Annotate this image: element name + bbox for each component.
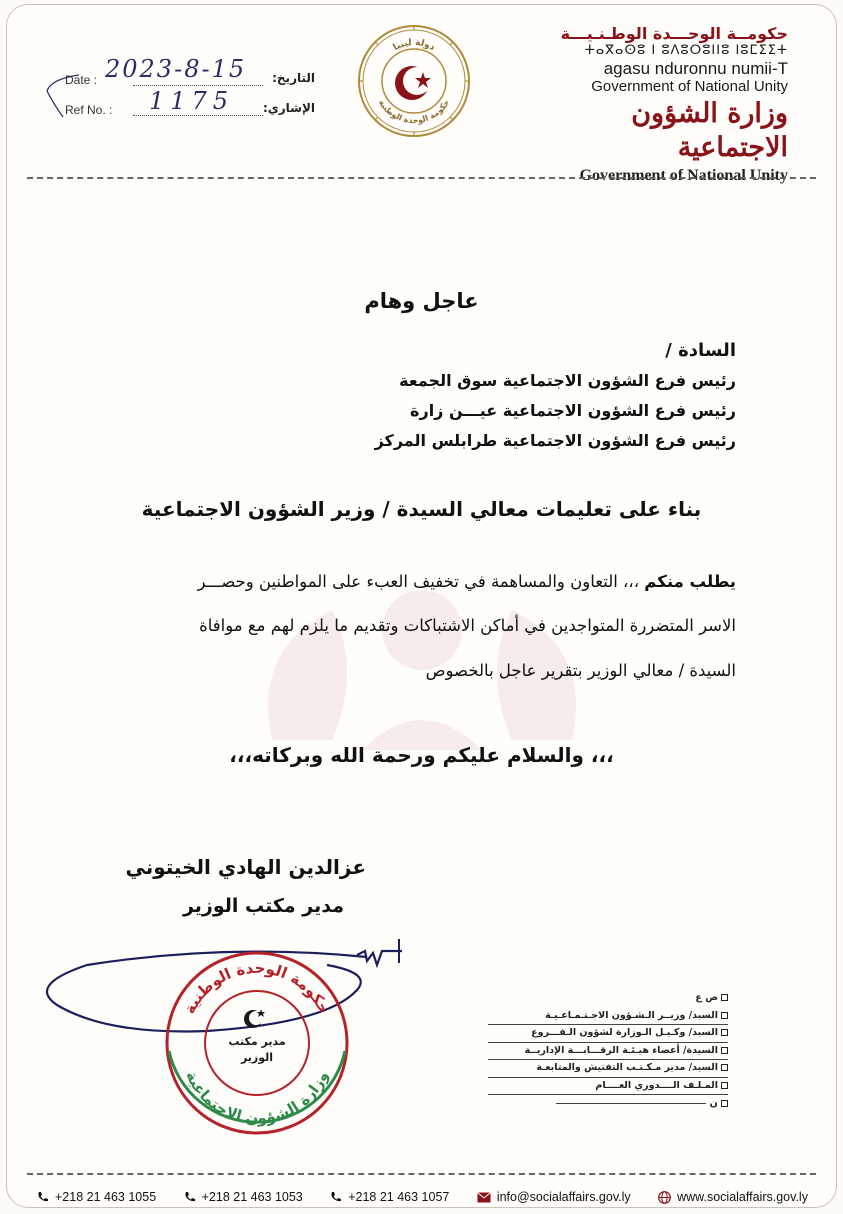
body-line-1: ،،، التعاون والمساهمة في تخفيف العبء على المواطنين وحصـــر [197, 572, 640, 591]
ministry-name-ar: وزارة الشؤون الاجتماعية [631, 98, 788, 163]
ministry-name-en: Government of National Unity [579, 167, 788, 184]
date-handwritten-value: 2023-8-15 [105, 55, 247, 83]
body-paragraph-line-1 [96, 571, 736, 593]
emblem-text-bottom: حكومة الوحدة الوطنية [376, 98, 452, 126]
government-name-ar: حكومــة الوحـــدة الوطـنـيـــة [560, 24, 788, 43]
urgent-heading: عاجل وهام [364, 289, 479, 313]
closing-greeting: ،،، والسلام عليكم ورحمة الله وبركاته،،، [229, 743, 614, 767]
globe-icon [658, 1191, 671, 1204]
letter-page [6, 4, 837, 1208]
svg-text:دولة ليبيا [392, 38, 437, 53]
letterhead-right [548, 25, 788, 185]
cc-header: ص ع [488, 990, 728, 1008]
stamp-text-top: حكومة الوحدة الوطنية [180, 958, 334, 1017]
addressee-2: رئيس فرع الشؤون الاجتماعية عيـــن زارة [410, 401, 736, 420]
body-line-3: السيدة / معالي الوزير بتقرير عاجل بالخصوص [425, 661, 736, 680]
date-dotted-line [133, 85, 263, 86]
ref-dotted-line [133, 115, 263, 116]
svg-text:حكومة الوحدة الوطنية [180, 959, 334, 1017]
cc-last-line: ن [488, 1095, 728, 1113]
footer-website[interactable]: www.socialaffairs.gov.ly [658, 1190, 808, 1204]
mail-icon [477, 1192, 491, 1203]
date-label-en: Date : [65, 73, 98, 87]
svg-text:وزارة الشؤون الاجتماعية [182, 1068, 332, 1127]
stamp-center-line-2: الوزير [240, 1051, 274, 1064]
addressee-1: رئيس فرع الشؤون الاجتماعية سوق الجمعة [399, 371, 736, 390]
cc-item-4: السيد/ مدير مـكـتـب التفتيش والمتابعـة [488, 1060, 728, 1078]
government-name-amazigh: agasu nduronnu numii-T [603, 59, 788, 78]
stamp-center-line-1: مدير مكتب [228, 1035, 286, 1048]
footer-divider [27, 1173, 816, 1175]
ref-handwritten-value: 1175 [149, 87, 235, 115]
footer-email[interactable]: info@socialaffairs.gov.ly [477, 1190, 631, 1204]
svg-text:حكومة الوحدة الوطنية [377, 98, 451, 125]
footer-phone-2: +218 21 463 1053 [184, 1190, 303, 1204]
emblem-text-top: دولة ليبيا [391, 37, 437, 54]
footer-phone-3: +218 21 463 1057 [330, 1190, 449, 1204]
ref-bracket-icon [43, 73, 83, 123]
cc-item-1: السيد/ وزيــر الـشـؤون الاجـتـمـاعـيـة [488, 1008, 728, 1026]
official-stamp [157, 943, 357, 1143]
based-on-heading: بناء على تعليمات معالي السيدة / وزير الشؤون الاجتماعية [141, 497, 702, 521]
state-emblem-icon [356, 23, 472, 139]
addressee-3: رئيس فرع الشؤون الاجتماعية طرابلس المركز [374, 431, 736, 450]
phone-icon [330, 1191, 342, 1203]
cc-item-3: السيدة/ أعضاء هيـئـة الرقـــابـــة الإداريــة [488, 1043, 728, 1061]
footer-phone-1: +218 21 463 1055 [37, 1190, 156, 1204]
ref-label-ar: الإشاري: [262, 101, 315, 115]
ref-label-en: Ref No. : [65, 103, 113, 117]
reference-block [35, 55, 315, 123]
cc-item-5: المـلـف الــــدوري العــــام [488, 1078, 728, 1096]
date-label-ar: التاريخ: [272, 71, 315, 85]
cc-item-2: السيد/ وكـيـل الـوزارة لشؤون الـفـــروع [488, 1025, 728, 1043]
phone-icon [184, 1191, 196, 1203]
cc-list [488, 990, 728, 1113]
header-divider [27, 177, 816, 179]
stamp-text-bottom: وزارة الشؤون الاجتماعية [182, 1068, 332, 1128]
body-lead: يطلب منكم [644, 572, 736, 591]
government-name-tifinagh: ⵜⴰⴳⴰⵙⵓ ⵏ ⵓⴷⵓⵔⵓⵏⵏⵓ ⵏⵓⵎⵉⵉⵜ [584, 43, 788, 58]
signatory-name: عزالدين الهادي الخيتوني [125, 855, 366, 879]
phone-icon [37, 1191, 49, 1203]
signatory-title: مدير مكتب الوزير [182, 895, 344, 917]
footer-contacts [37, 1187, 808, 1207]
salutation: السادة / [665, 340, 736, 361]
body-line-2: الاسر المتضررة المتواجدين في أماكن الاشتباكات وتقديم ما يلزم لهم مع موافاة [199, 616, 736, 635]
government-name-en: Government of National Unity [591, 78, 788, 95]
